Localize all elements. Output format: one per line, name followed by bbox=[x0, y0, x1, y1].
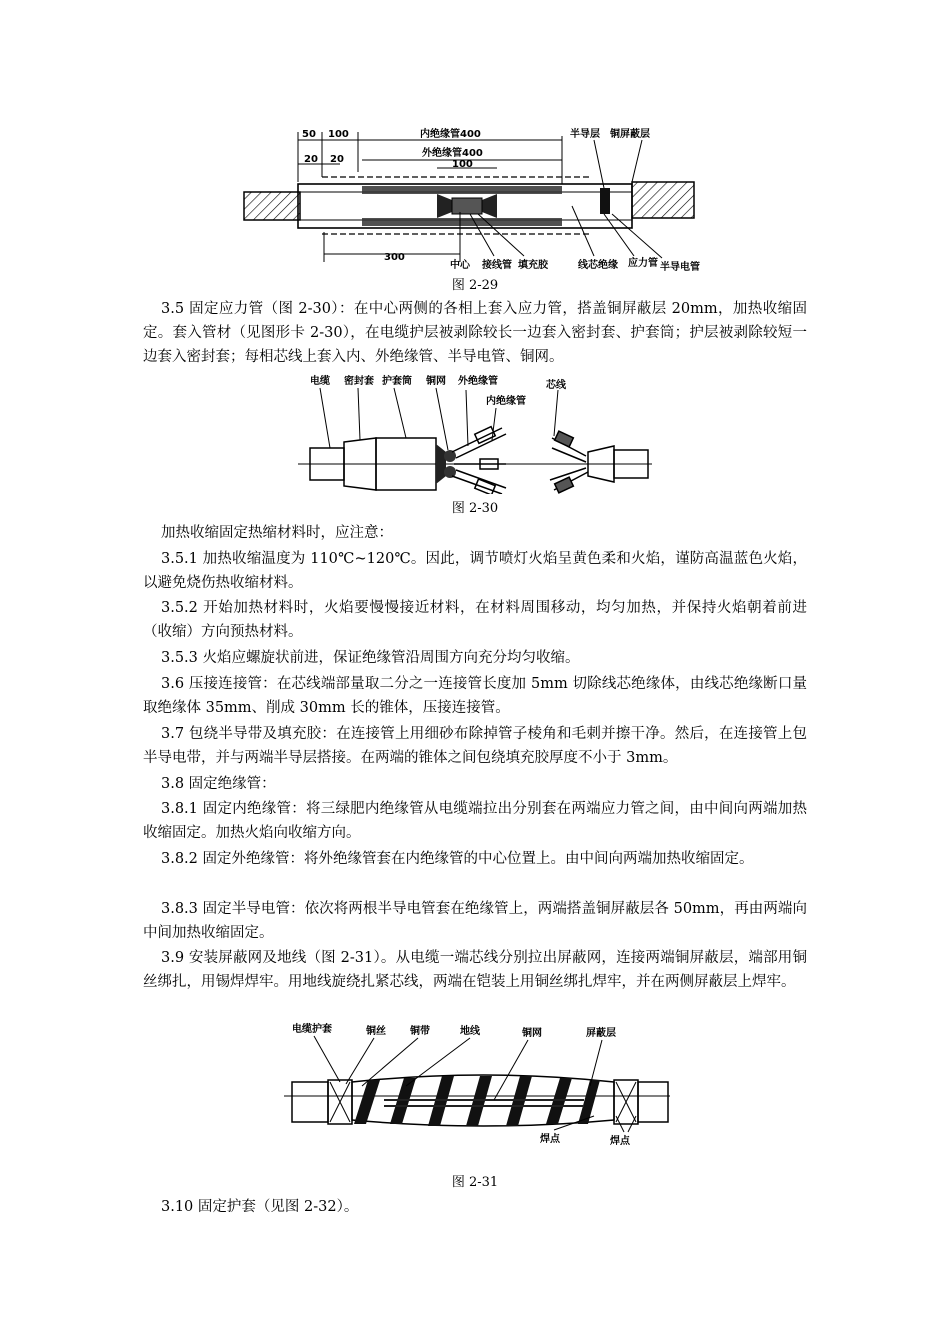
fig31-label-weld-point-1: 焊点 bbox=[540, 1134, 560, 1145]
fig29-label-semi-tube: 半导电管 bbox=[660, 262, 700, 273]
fig29-label-stress-tube: 应力管 bbox=[628, 258, 658, 269]
fig29-label-inner-tube: 内绝缘管400 bbox=[420, 129, 481, 140]
fig29-label-center: 中心 bbox=[450, 260, 470, 271]
fig29-label-20a: 20 bbox=[304, 154, 318, 165]
paragraph-3-7: 3.7 包绕半导带及填充胶：在连接管上用细砂布除掉管子棱角和毛刺并擦干净。然后，在连接管上包半导电带，并与两端半导层搭接。在两端的锥体之间包绕填充胶厚度不小于 3mm。 bbox=[143, 726, 807, 766]
fig29-label-outer-tube: 外绝缘管400 bbox=[422, 148, 483, 159]
paragraph-3-5-3: 3.5.3 火焰应螺旋状前进，保证绝缘管沿周围方向充分均匀收缩。 bbox=[161, 650, 580, 666]
fig30-label-core: 芯线 bbox=[546, 380, 566, 391]
fig31-label-copper-tape: 铜带 bbox=[410, 1026, 430, 1037]
figure-2-29-caption: 图 2-29 bbox=[451, 278, 499, 293]
fig29-label-filler: 填充胶 bbox=[518, 260, 548, 271]
fig29-label-copper-shield: 铜屏蔽层 bbox=[610, 129, 650, 140]
figure-2-30-drawing bbox=[296, 372, 656, 494]
paragraph-3-9: 3.9 安装屏蔽网及地线（图 2-31）。从电缆一端芯线分别拉出屏蔽网，连接两端铜屏蔽层，端部用铜丝绑扎，用锡焊焊牢。用地线旋绕扎紧芯线，两端在铠装上用铜丝绑扎焊牢，并在两侧屏蔽层上焊牢。 bbox=[143, 950, 807, 990]
fig30-label-outer-tube: 外绝缘管 bbox=[458, 376, 498, 387]
fig29-label-semi-layer: 半导层 bbox=[570, 129, 600, 140]
figure-2-30-caption: 图 2-30 bbox=[451, 501, 499, 516]
fig31-label-copper-wire: 铜丝 bbox=[366, 1026, 386, 1037]
fig31-label-ground-wire: 地线 bbox=[460, 1026, 480, 1037]
paragraph-intro: 加热收缩固定热缩材料时，应注意： bbox=[161, 525, 393, 541]
paragraph-3-10: 3.10 固定护套（见图 2-32）。 bbox=[161, 1199, 359, 1215]
fig29-label-300: 300 bbox=[384, 252, 405, 263]
paragraph-3-5: 3.5 固定应力管（图 2-30）：在中心两侧的各相上套入应力管，搭盖铜屏蔽层 20mm，加热收缩固定。套入管材（见图形卡 2-30），在电缆护层被剥除较长一边套入密封套、护套筒；护层被剥除较短一边套入密封套；每相芯线上套入内、外绝缘管、半导电管、铜网。 bbox=[143, 301, 807, 365]
fig29-label-core-insulation: 线芯绝缘 bbox=[578, 260, 618, 271]
paragraph-3-8-3: 3.8.3 固定半导电管：依次将两根半导电管套在绝缘管上，两端搭盖铜屏蔽层各 50mm，再由两端向中间加热收缩固定。 bbox=[143, 901, 807, 941]
fig29-label-100: 100 bbox=[328, 129, 349, 140]
fig30-label-mesh: 铜网 bbox=[426, 376, 446, 387]
figure-2-30 bbox=[296, 372, 656, 494]
paragraph-3-5-1: 3.5.1 加热收缩温度为 110℃~120℃。因此，调节喷灯火焰呈黄色柔和火焰，谨防高温蓝色火焰，以避免烧伤热收缩材料。 bbox=[143, 551, 807, 591]
figure-2-29 bbox=[232, 122, 722, 274]
paragraph-3-8-1: 3.8.1 固定内绝缘管：将三绿肥内绝缘管从电缆端拉出分别套在两端应力管之间，由中间向两端加热收缩固定。加热火焰向收缩方向。 bbox=[143, 801, 807, 841]
figure-2-31 bbox=[284, 1020, 674, 1150]
figure-2-31-drawing bbox=[284, 1020, 674, 1150]
paragraph-3-5-2: 3.5.2 开始加热材料时，火焰要慢慢接近材料，在材料周围移动，均匀加热，并保持火焰朝着前进（收缩）方向预热材料。 bbox=[143, 600, 807, 640]
fig29-label-100-center: 100 bbox=[452, 159, 473, 170]
fig30-label-sleeve: 护套筒 bbox=[382, 376, 412, 387]
fig31-label-copper-mesh: 铜网 bbox=[522, 1028, 542, 1039]
figure-2-31-caption: 图 2-31 bbox=[451, 1175, 499, 1190]
paragraph-3-6: 3.6 压接连接管：在芯线端部量取二分之一连接管长度加 5mm 切除线芯绝缘体，由线芯绝缘断口量取绝缘体 35mm、削成 30mm 长的锥体，压接连接管。 bbox=[143, 676, 807, 716]
fig31-label-weld-point-2: 焊点 bbox=[610, 1136, 630, 1147]
fig30-label-inner-tube: 内绝缘管 bbox=[486, 396, 526, 407]
fig29-label-connector: 接线管 bbox=[482, 260, 512, 271]
fig30-label-seal: 密封套 bbox=[344, 376, 374, 387]
fig31-label-shield-layer: 屏蔽层 bbox=[586, 1028, 616, 1039]
fig29-label-20b: 20 bbox=[330, 154, 344, 165]
figure-2-29-drawing bbox=[232, 122, 722, 274]
fig29-label-50: 50 bbox=[302, 129, 316, 140]
paragraph-3-8: 3.8 固定绝缘管： bbox=[161, 776, 276, 792]
fig31-label-jacket: 电缆护套 bbox=[292, 1024, 332, 1035]
paragraph-3-8-2: 3.8.2 固定外绝缘管：将外绝缘管套在内绝缘管的中心位置上。由中间向两端加热收缩固定。 bbox=[161, 851, 754, 867]
fig30-label-cable: 电缆 bbox=[310, 376, 330, 387]
